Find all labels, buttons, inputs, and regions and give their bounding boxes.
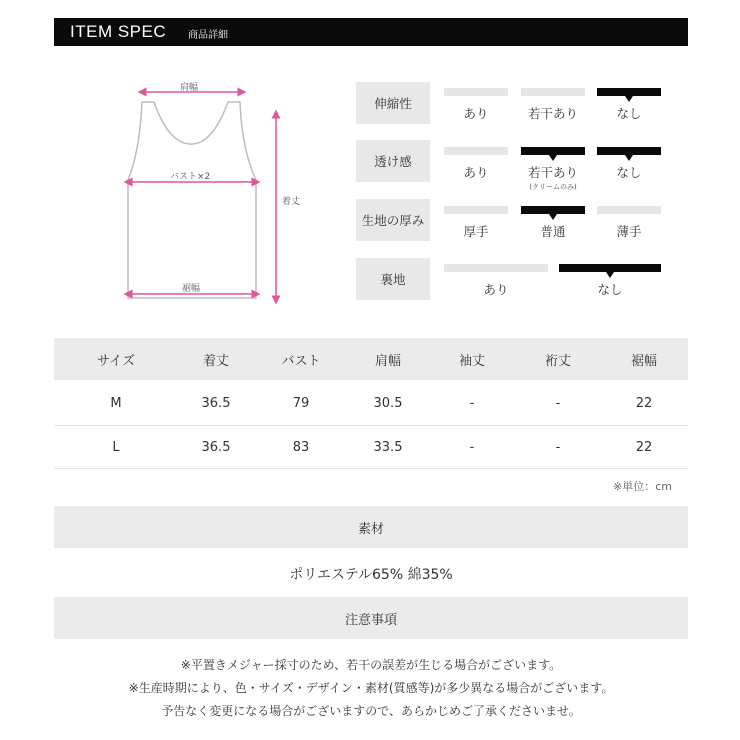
- size-table-cell: M: [110, 396, 122, 411]
- spec-bar: [444, 147, 508, 155]
- spec-marker: [625, 155, 633, 161]
- size-table-cell: 83: [292, 440, 310, 455]
- size-table-cell: -: [469, 396, 475, 411]
- header-title: ITEM SPEC: [70, 22, 167, 41]
- size-table-cell: 36.5: [201, 440, 231, 455]
- spec-bar-selected: [521, 147, 585, 155]
- size-table-cell: -: [555, 440, 561, 455]
- caution-line: ※生産時期により、色・サイズ・デザイン・素材(質感等)が多少異なる場合がございます。: [128, 681, 614, 695]
- spec-label-stretch: 伸縮性: [356, 82, 430, 124]
- size-table-cell: 22: [635, 440, 653, 455]
- bust-label: バスト×2: [170, 172, 211, 182]
- spec-option: あり: [483, 282, 509, 297]
- spec-marker: [549, 155, 557, 161]
- size-table-cell: 36.5: [201, 396, 231, 411]
- spec-bar: [597, 206, 661, 214]
- unit-note: ※単位：cm: [613, 480, 672, 493]
- material-value: ポリエステル65% 綿35%: [289, 567, 453, 583]
- hem-label: 裾幅: [182, 284, 201, 294]
- material-heading: 素材: [54, 506, 688, 548]
- size-table-cell: 22: [635, 396, 653, 411]
- length-label: 着丈: [282, 197, 301, 207]
- table-row-divider: [54, 425, 688, 426]
- spec-option: あり: [463, 106, 489, 121]
- size-table-header-cell: 裄丈: [544, 354, 571, 369]
- size-table-cell: 79: [292, 396, 310, 411]
- tank-top-illustration: [110, 72, 320, 312]
- spec-marker: [606, 272, 614, 278]
- spec-option: 普通: [540, 224, 566, 239]
- spec-bar: [521, 88, 585, 96]
- spec-bar-selected: [597, 147, 661, 155]
- size-table-header-cell: バスト: [281, 354, 321, 369]
- spec-label-lining: 裏地: [356, 258, 430, 300]
- size-table-header-cell: サイズ: [97, 354, 135, 369]
- spec-bar-selected: [559, 264, 661, 272]
- size-table-cell: 30.5: [373, 396, 403, 411]
- spec-marker: [625, 96, 633, 102]
- caution-line: ※平置きメジャー採寸のため、若干の誤差が生じる場合がございます。: [180, 658, 562, 672]
- caution-line: 予告なく変更になる場合がございますので、あらかじめご了承くださいませ。: [161, 704, 581, 718]
- spec-label-sheerness: 透け感: [356, 140, 430, 182]
- tank-top-outline: [128, 102, 256, 298]
- spec-option: 若干あり: [527, 106, 578, 121]
- spec-bar-selected: [521, 206, 585, 214]
- caution-heading: 注意事項: [54, 597, 688, 639]
- spec-label-thickness: 生地の厚み: [356, 199, 430, 241]
- size-table-header-cell: 裾幅: [630, 354, 657, 369]
- spec-option: 厚手: [463, 224, 489, 239]
- size-table-cell: 33.5: [373, 440, 403, 455]
- spec-bar: [444, 206, 508, 214]
- spec-bar-selected: [597, 88, 661, 96]
- spec-option: なし: [616, 165, 642, 180]
- header-bar: [54, 18, 688, 46]
- size-table-header-cell: 肩幅: [374, 354, 401, 369]
- table-row-divider: [54, 468, 688, 469]
- spec-option-note: (クリームのみ): [529, 183, 577, 191]
- size-table-header-cell: 着丈: [202, 354, 229, 369]
- size-table-cell: L: [112, 440, 120, 455]
- spec-bar: [444, 264, 548, 272]
- size-table-header-cell: 袖丈: [458, 354, 485, 369]
- size-table-cell: -: [469, 440, 475, 455]
- garment-diagram: [110, 72, 320, 312]
- spec-marker: [549, 214, 557, 220]
- size-table-cell: -: [555, 396, 561, 411]
- spec-option: なし: [616, 106, 642, 121]
- shoulder-label: 肩幅: [180, 83, 199, 93]
- spec-option: 薄手: [616, 224, 642, 239]
- spec-option: 若干あり: [527, 165, 578, 180]
- header-subtitle: 商品詳細: [188, 30, 228, 41]
- spec-option: あり: [463, 165, 489, 180]
- spec-bar: [444, 88, 508, 96]
- spec-option: なし: [597, 282, 623, 297]
